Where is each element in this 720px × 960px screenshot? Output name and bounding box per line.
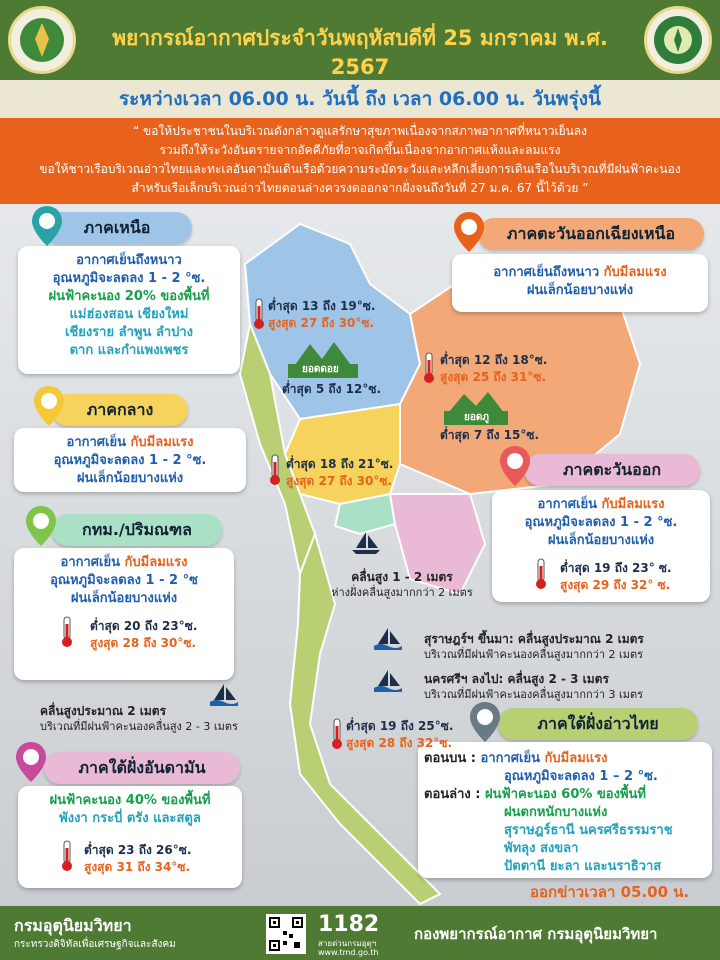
central-line: อากาศเย็น — [66, 435, 126, 450]
bangkok-line: อุณหภูมิจะลดลง 1 - 2 °ซ — [50, 573, 198, 588]
wave-surat-north: สุราษฎร์ฯ ขึ้นมา: คลื่นสูงประมาณ 2 เมตร บริเวณที่มีฝนฟ้าคะนองคลื่นสูงมากกว่า 2 เมตร — [424, 632, 644, 661]
warning-notice — [0, 118, 720, 204]
mountain-temp: ต่ำสุด 7 ถึง 15°ซ. — [440, 428, 540, 442]
thermometer-icon — [534, 558, 548, 590]
south-gulf-line: อากาศเย็น — [480, 751, 541, 766]
panel-north — [18, 246, 240, 374]
location-pin-icon — [32, 384, 66, 428]
tab-east: ภาคตะวันออก — [524, 454, 700, 486]
mountain-temp: ต่ำสุด 5 ถึง 12°ซ. — [282, 382, 382, 396]
north-line: แม่ฮ่องสอน เชียงใหม่ — [69, 307, 189, 322]
north-line: เชียงราย ลำพูน ลำปาง — [64, 325, 194, 340]
south-gulf-line: ฝนตกหนักบางแห่ง — [504, 805, 608, 820]
upper-label: ตอนบน : — [424, 751, 476, 766]
tab-central: ภาคกลาง — [52, 394, 188, 426]
location-pin-icon — [24, 504, 58, 548]
tmd-logo — [644, 6, 712, 74]
central-line: อุณหภูมิจะลดลง 1 - 2 °ซ. — [53, 453, 207, 468]
thermometer-icon — [422, 352, 436, 384]
temp-northeast: ต่ำสุด 12 ถึง 18°ซ. สูงสุด 25 ถึง 31°ซ. — [440, 353, 548, 384]
south-andaman-line: พังงา กระบี่ ตรัง และสตูล — [59, 811, 201, 826]
location-pin-icon — [468, 700, 502, 744]
thermometer-icon — [330, 718, 344, 750]
panel-south-gulf — [418, 742, 712, 878]
northeast-wind: กับมีลมแรง — [603, 265, 667, 280]
tab-northeast: ภาคตะวันออกเฉียงเหนือ — [478, 218, 704, 250]
panel-bangkok — [14, 548, 234, 680]
panel-central — [14, 428, 246, 492]
forecast-period: ระหว่างเวลา 06.00 น. วันนี้ ถึง เวลา 06.00 น. วันพรุ่งนี้ — [0, 80, 720, 118]
tab-north: ภาคเหนือ — [42, 212, 192, 244]
south-andaman-line: ฝนฟ้าคะนอง 40% ของพื้นที่ — [49, 793, 211, 808]
south-gulf-line: ฝนฟ้าคะนอง 60% ของพื้นที่ — [485, 787, 646, 802]
hotline-number[interactable]: 1182 — [318, 912, 380, 937]
bangkok-wind: กับมีลมแรง — [124, 555, 188, 570]
thermometer-icon — [252, 298, 266, 330]
south-gulf-line: อุณหภูมิจะลดลง 1 – 2 °ซ. — [504, 769, 658, 784]
east-line: ฝนเล็กน้อยบางแห่ง — [547, 533, 655, 548]
north-line: อากาศเย็นถึงหนาว — [76, 253, 182, 268]
north-line: ตาก และกำแพงเพชร — [69, 343, 189, 358]
header-bar — [0, 0, 720, 80]
hotline-label — [318, 939, 379, 957]
tab-bangkok: กทม./ปริมณฑล — [52, 514, 222, 546]
central-line: ฝนเล็กน้อยบางแห่ง — [76, 471, 184, 486]
sailboat-icon — [372, 668, 404, 694]
page-title: พยากรณ์อากาศประจำวันพฤหัสบดีที่ 25 มกราคม พ.ศ. 2567 — [112, 26, 608, 79]
location-pin-icon — [452, 210, 486, 254]
south-gulf-wind: กับมีลมแรง — [544, 751, 608, 766]
website-link[interactable]: www.tmd.go.th — [318, 948, 379, 957]
south-gulf-line: สุราษฎร์ธานี นครศรีธรรมราช — [504, 823, 673, 838]
south-gulf-line: ปัตตานี ยะลา และนราธิวาส — [504, 859, 662, 874]
north-line: ฝนฟ้าคะนอง 20% ของพื้นที่ — [48, 289, 210, 304]
sailboat-icon — [350, 530, 382, 556]
northeast-line: อากาศเย็นถึงหนาว — [493, 265, 600, 280]
notice-line: ขอให้ชาวเรือบริเวณอ่าวไทยและทะเลอันดามันเดินเรือด้วยความระมัดระวังและหลีกเลี่ยงการเดินเรือในบริเวณที่มีฝนฟ้าคะนอง — [39, 162, 681, 176]
release-time: ออกข่าวเวลา 05.00 น. — [530, 883, 690, 901]
location-pin-icon — [14, 740, 48, 784]
thermometer-icon — [60, 616, 74, 648]
bangkok-line: อากาศเย็น — [60, 555, 120, 570]
footer-division: กองพยากรณ์อากาศ กรมอุตุนิยมวิทยา — [414, 925, 658, 943]
temp-central: ต่ำสุด 18 ถึง 21°ซ. สูงสุด 27 ถึง 30°ซ. — [286, 457, 394, 488]
northeast-line: ฝนเล็กน้อยบางแห่ง — [526, 283, 634, 298]
tab-south-gulf: ภาคใต้ฝั่งอ่าวไทย — [498, 708, 698, 740]
east-line: อากาศเย็น — [537, 497, 597, 512]
wave-andaman: คลื่นสูงประมาณ 2 เมตร บริเวณที่มีฝนฟ้าคะนองคลื่นสูง 2 - 3 เมตร — [40, 704, 238, 733]
thermometer-icon — [268, 454, 282, 486]
digital-ministry-logo — [8, 6, 76, 74]
tab-south-andaman: ภาคใต้ฝั่งอันดามัน — [44, 752, 240, 784]
location-pin-icon — [498, 444, 532, 488]
temp-south-gulf: ต่ำสุด 19 ถึง 25°ซ. สูงสุด 28 ถึง 32°ซ. — [346, 719, 454, 750]
temp-north: ต่ำสุด 13 ถึง 19°ซ. สูงสุด 27 ถึง 30°ซ. — [268, 299, 376, 330]
footer-bar — [0, 906, 720, 960]
east-wind: กับมีลมแรง — [601, 497, 665, 512]
south-gulf-line: พัทลุง สงขลา — [504, 841, 579, 856]
bangkok-line: ฝนเล็กน้อยบางแห่ง — [70, 591, 178, 606]
notice-line: รวมถึงให้ระวังอันตรายจากอัคคีภัยที่อาจเกิดขึ้นเนื่องจากอากาศแห้งและลมแรง — [159, 143, 561, 157]
location-pin-icon — [30, 204, 64, 248]
mountain-label: ยอดภู — [464, 412, 489, 423]
central-wind: กับมีลมแรง — [130, 435, 194, 450]
temp-east: ต่ำสุด 19 ถึง 23° ซ. สูงสุด 29 ถึง 32° ซ. — [560, 561, 672, 592]
mountain-label: ยอดดอย — [302, 364, 339, 375]
notice-line: “ ขอให้ประชาชนในบริเวณดังกล่าวดูแลรักษาสุขภาพเนื่องจากสภาพอากาศที่หนาวเย็นลง — [132, 124, 588, 138]
footer-org: กรมอุตุนิยมวิทยา — [14, 916, 132, 935]
notice-line: สำหรับเรือเล็กบริเวณอ่าวไทยตอนล่างควรงดออกจากฝั่งจนถึงวันที่ 27 ม.ค. 67 นี้ไว้ด้วย ” — [131, 181, 589, 195]
panel-northeast — [452, 254, 708, 312]
thermometer-icon — [60, 840, 74, 872]
lower-label: ตอนล่าง : — [424, 787, 481, 802]
wave-upper-gulf: คลื่นสูง 1 - 2 เมตร ห่างฝั่งคลื่นสูงมากกว่า 2 เมตร — [331, 570, 473, 599]
wave-nakhon-south: นครศรีฯ ลงไป: คลื่นสูง 2 - 3 เมตร บริเวณที่มีฝนฟ้าคะนองคลื่นสูงมากกว่า 3 เมตร — [424, 672, 644, 701]
footer-ministry: กระทรวงดิจิทัลเพื่อเศรษฐกิจและสังคม — [14, 939, 176, 950]
sailboat-icon — [372, 626, 404, 652]
hotline-caption: สายด่วนกรมอุตุฯ — [318, 939, 377, 948]
north-line: อุณหภูมิจะลดลง 1 - 2 °ซ. — [52, 271, 206, 286]
temp-bangkok: ต่ำสุด 20 ถึง 23°ซ. สูงสุด 28 ถึง 30°ซ. — [90, 619, 198, 650]
temp-south-andaman: ต่ำสุด 23 ถึง 26°ซ. สูงสุด 31 ถึง 34°ซ. — [84, 843, 192, 874]
east-line: อุณหภูมิจะลดลง 1 - 2 °ซ. — [524, 515, 678, 530]
qr-code-icon[interactable] — [266, 914, 306, 954]
